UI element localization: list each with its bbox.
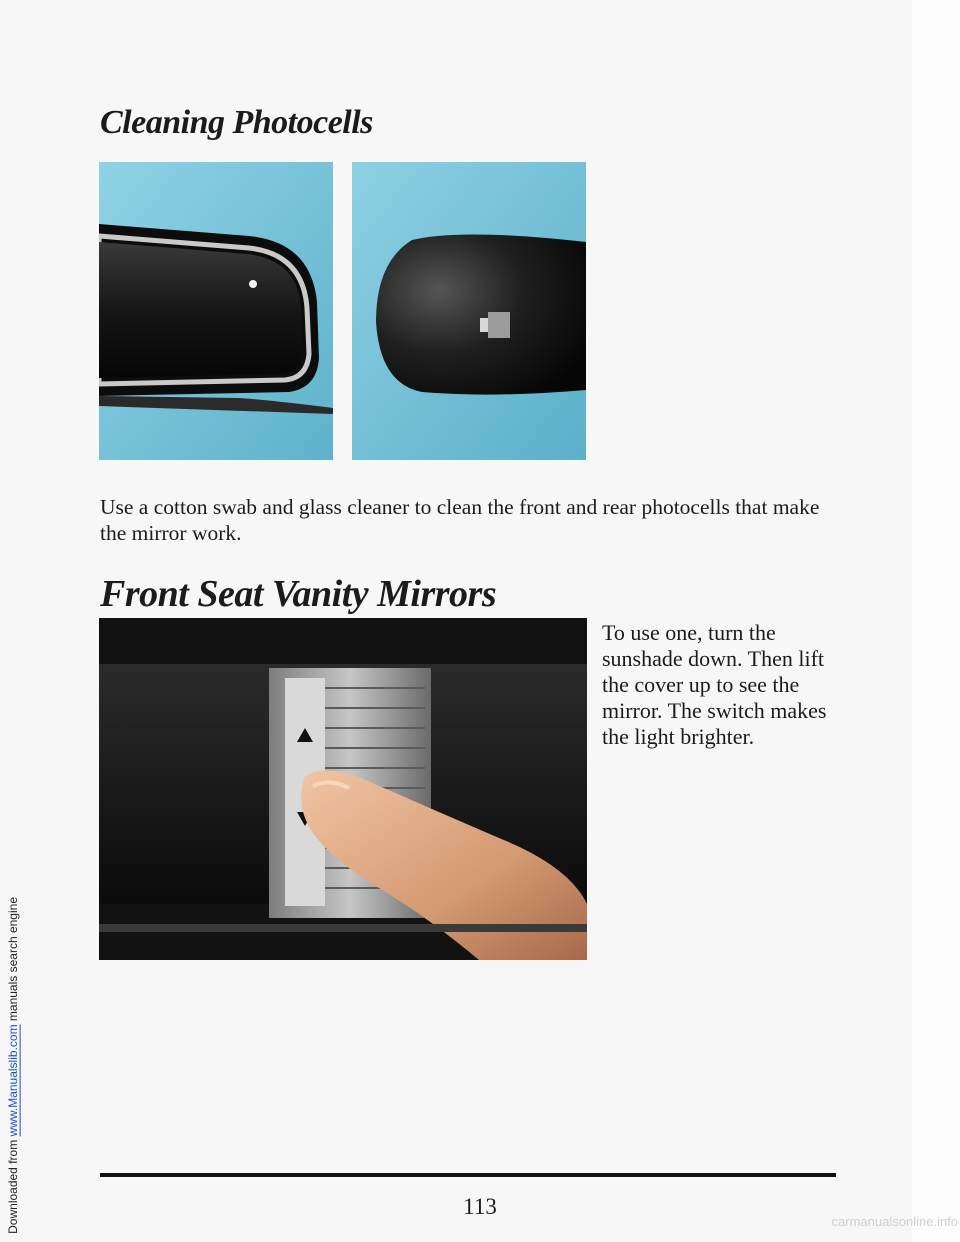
photocell-instructions: Use a cotton swab and glass cleaner to clean the front and rear photocells that make the mirror work. — [100, 495, 820, 545]
page-number: 113 — [463, 1194, 497, 1219]
mirror-rear-photo — [352, 162, 586, 460]
vanity-switch-photo — [99, 618, 587, 960]
footer-rule — [100, 1173, 836, 1177]
download-watermark-suffix: manuals search engine — [6, 897, 20, 1025]
page-margin — [912, 0, 960, 1242]
download-watermark-prefix: Downloaded from — [6, 1136, 20, 1234]
manualslib-link[interactable]: www.Manualslib.com — [6, 1024, 20, 1137]
site-watermark-text: carmanualsonline.info — [831, 1214, 958, 1229]
cleaning-photocells-heading: Cleaning Photocells — [100, 104, 373, 141]
site-watermark — [780, 1214, 958, 1229]
vanity-mirrors-heading: Front Seat Vanity Mirrors — [100, 573, 497, 615]
download-watermark — [6, 897, 20, 1234]
mirror-front-photo — [99, 162, 333, 460]
vanity-mirror-instructions: To use one, turn the sunshade down. Then lift the cover up to see the mirror. The switch makes the light brighter. — [602, 620, 827, 749]
